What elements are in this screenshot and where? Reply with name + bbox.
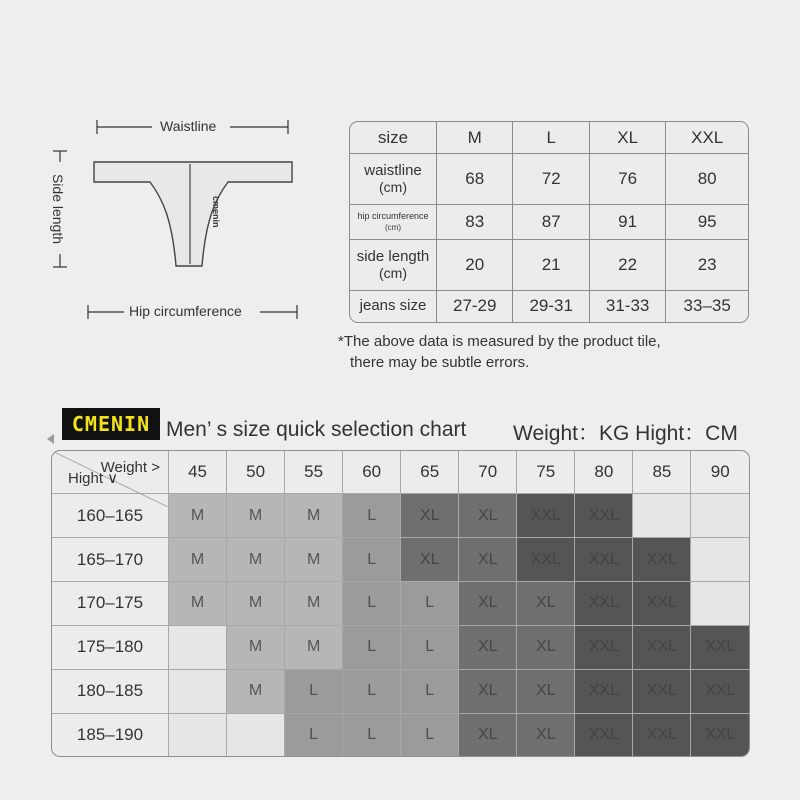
chart-title: Men’ s size quick selection chart: [166, 418, 467, 441]
size-recommendation-cell: XXL: [633, 538, 691, 582]
weight-header-cell: 70: [459, 451, 517, 494]
size-header-cell: M: [437, 122, 513, 154]
size-recommendation-cell: M: [285, 625, 343, 669]
chart-units: Weight：KG Hight：CM: [513, 422, 738, 445]
size-recommendation-cell: L: [343, 494, 401, 538]
size-value-cell: 22: [589, 240, 665, 291]
size-recommendation-cell: XL: [401, 494, 459, 538]
size-recommendation-cell: XXL: [633, 713, 691, 756]
size-row-waistline: [350, 154, 748, 205]
weight-header-cell: 55: [285, 451, 343, 494]
side-length-label: Side length: [50, 173, 66, 245]
height-range-cell: 175–180: [52, 625, 169, 669]
size-recommendation-cell: XXL: [575, 669, 633, 713]
size-recommendation-cell: XXL: [691, 669, 749, 713]
size-row-jeans: [350, 290, 748, 322]
size-recommendation-cell: XL: [459, 582, 517, 626]
size-recommendation-cell: XL: [517, 713, 575, 756]
size-recommendation-cell: XL: [517, 669, 575, 713]
height-row: [52, 582, 749, 626]
weight-header-cell: 75: [517, 451, 575, 494]
empty-cell: [691, 494, 749, 538]
size-recommendation-cell: M: [285, 582, 343, 626]
size-recommendation-cell: L: [285, 669, 343, 713]
size-recommendation-cell: XL: [459, 625, 517, 669]
size-recommendation-cell: XXL: [575, 538, 633, 582]
size-recommendation-cell: L: [401, 713, 459, 756]
height-range-cell: 185–190: [52, 713, 169, 756]
size-value-cell: 23: [666, 240, 748, 291]
size-recommendation-cell: M: [227, 582, 285, 626]
size-recommendation-cell: L: [343, 538, 401, 582]
size-header-cell: XL: [589, 122, 665, 154]
size-recommendation-cell: L: [343, 713, 401, 756]
size-recommendation-cell: XL: [459, 494, 517, 538]
weight-header-cell: 65: [401, 451, 459, 494]
note-line-2: there may be subtle errors.: [350, 354, 530, 371]
size-recommendation-cell: XL: [517, 625, 575, 669]
size-recommendation-cell: XXL: [517, 538, 575, 582]
size-value-cell: 33–35: [666, 290, 748, 322]
size-recommendation-cell: M: [227, 669, 285, 713]
empty-cell: [169, 669, 227, 713]
size-recommendation-cell: XL: [459, 713, 517, 756]
size-value-cell: 83: [437, 204, 513, 239]
height-row: [52, 669, 749, 713]
height-range-cell: 180–185: [52, 669, 169, 713]
height-range-cell: 170–175: [52, 582, 169, 626]
size-recommendation-cell: XXL: [633, 625, 691, 669]
height-range-cell: 165–170: [52, 538, 169, 582]
size-value-cell: 21: [513, 240, 589, 291]
weight-header-cell: 50: [227, 451, 285, 494]
size-header-row: [350, 122, 748, 154]
size-recommendation-cell: M: [169, 494, 227, 538]
size-row-side-length: [350, 240, 748, 291]
triangle-marker-icon: [47, 434, 55, 444]
size-recommendation-cell: XL: [401, 538, 459, 582]
row-label-side-length: side length (cm): [350, 240, 437, 291]
size-recommendation-cell: XXL: [575, 713, 633, 756]
size-value-cell: 95: [666, 204, 748, 239]
weight-axis-label: Weight >: [100, 459, 160, 476]
size-recommendation-cell: M: [169, 582, 227, 626]
height-row: [52, 538, 749, 582]
weight-header-cell: 80: [575, 451, 633, 494]
size-recommendation-cell: XXL: [517, 494, 575, 538]
weight-header-row: [52, 451, 749, 494]
size-recommendation-cell: M: [169, 538, 227, 582]
quick-selection-grid: [51, 450, 750, 757]
size-recommendation-cell: L: [401, 582, 459, 626]
size-recommendation-cell: M: [285, 494, 343, 538]
size-recommendation-cell: XXL: [575, 582, 633, 626]
size-measurement-table: [349, 121, 749, 323]
size-value-cell: 72: [513, 154, 589, 205]
weight-header-cell: 90: [691, 451, 749, 494]
row-label-hip-circumference: hip circumference (cm): [350, 204, 437, 239]
size-recommendation-cell: XXL: [691, 713, 749, 756]
brand-logo: CMENIN: [62, 408, 160, 440]
size-recommendation-cell: M: [227, 494, 285, 538]
size-recommendation-cell: M: [227, 538, 285, 582]
height-row: [52, 713, 749, 756]
size-recommendation-cell: L: [343, 582, 401, 626]
empty-cell: [633, 494, 691, 538]
measurement-note: [338, 331, 661, 373]
height-row: [52, 625, 749, 669]
size-recommendation-cell: XL: [459, 538, 517, 582]
size-recommendation-cell: XXL: [633, 669, 691, 713]
empty-cell: [691, 538, 749, 582]
hip-circumference-label: Hip circumference: [129, 303, 242, 319]
empty-cell: [691, 582, 749, 626]
size-value-cell: 91: [589, 204, 665, 239]
row-label-waistline: waistline (cm): [350, 154, 437, 205]
size-recommendation-cell: L: [401, 625, 459, 669]
height-range-cell: 160–165: [52, 494, 169, 538]
height-axis-label: Hight ∨: [68, 470, 119, 488]
garment-outline: [90, 158, 300, 270]
size-recommendation-cell: M: [285, 538, 343, 582]
size-header-cell: L: [513, 122, 589, 154]
size-recommendation-cell: XXL: [575, 494, 633, 538]
brand-mark-logo: cmenin: [211, 196, 221, 228]
size-recommendation-cell: XXL: [691, 625, 749, 669]
size-value-cell: 20: [437, 240, 513, 291]
corner-header: [52, 451, 169, 494]
size-value-cell: 27-29: [437, 290, 513, 322]
waistline-label: Waistline: [160, 118, 217, 134]
row-label-jeans-size: jeans size: [350, 290, 437, 322]
size-recommendation-cell: XXL: [633, 582, 691, 626]
size-value-cell: 76: [589, 154, 665, 205]
size-value-cell: 68: [437, 154, 513, 205]
size-recommendation-cell: L: [343, 625, 401, 669]
size-recommendation-cell: L: [285, 713, 343, 756]
weight-header-cell: 60: [343, 451, 401, 494]
size-value-cell: 31-33: [589, 290, 665, 322]
size-recommendation-cell: M: [227, 625, 285, 669]
size-recommendation-cell: XL: [517, 582, 575, 626]
weight-header-cell: 45: [169, 451, 227, 494]
size-recommendation-cell: XXL: [575, 625, 633, 669]
size-value-cell: 80: [666, 154, 748, 205]
size-header-cell: XXL: [666, 122, 748, 154]
size-row-hip: [350, 204, 748, 239]
empty-cell: [169, 625, 227, 669]
garment-diagram: [0, 0, 340, 340]
size-header-cell: size: [350, 122, 437, 154]
empty-cell: [227, 713, 285, 756]
empty-cell: [169, 713, 227, 756]
size-recommendation-cell: L: [343, 669, 401, 713]
size-recommendation-cell: XL: [459, 669, 517, 713]
weight-header-cell: 85: [633, 451, 691, 494]
size-value-cell: 29-31: [513, 290, 589, 322]
note-line-1: *The above data is measured by the product tile,: [338, 333, 661, 350]
size-recommendation-cell: L: [401, 669, 459, 713]
size-value-cell: 87: [513, 204, 589, 239]
